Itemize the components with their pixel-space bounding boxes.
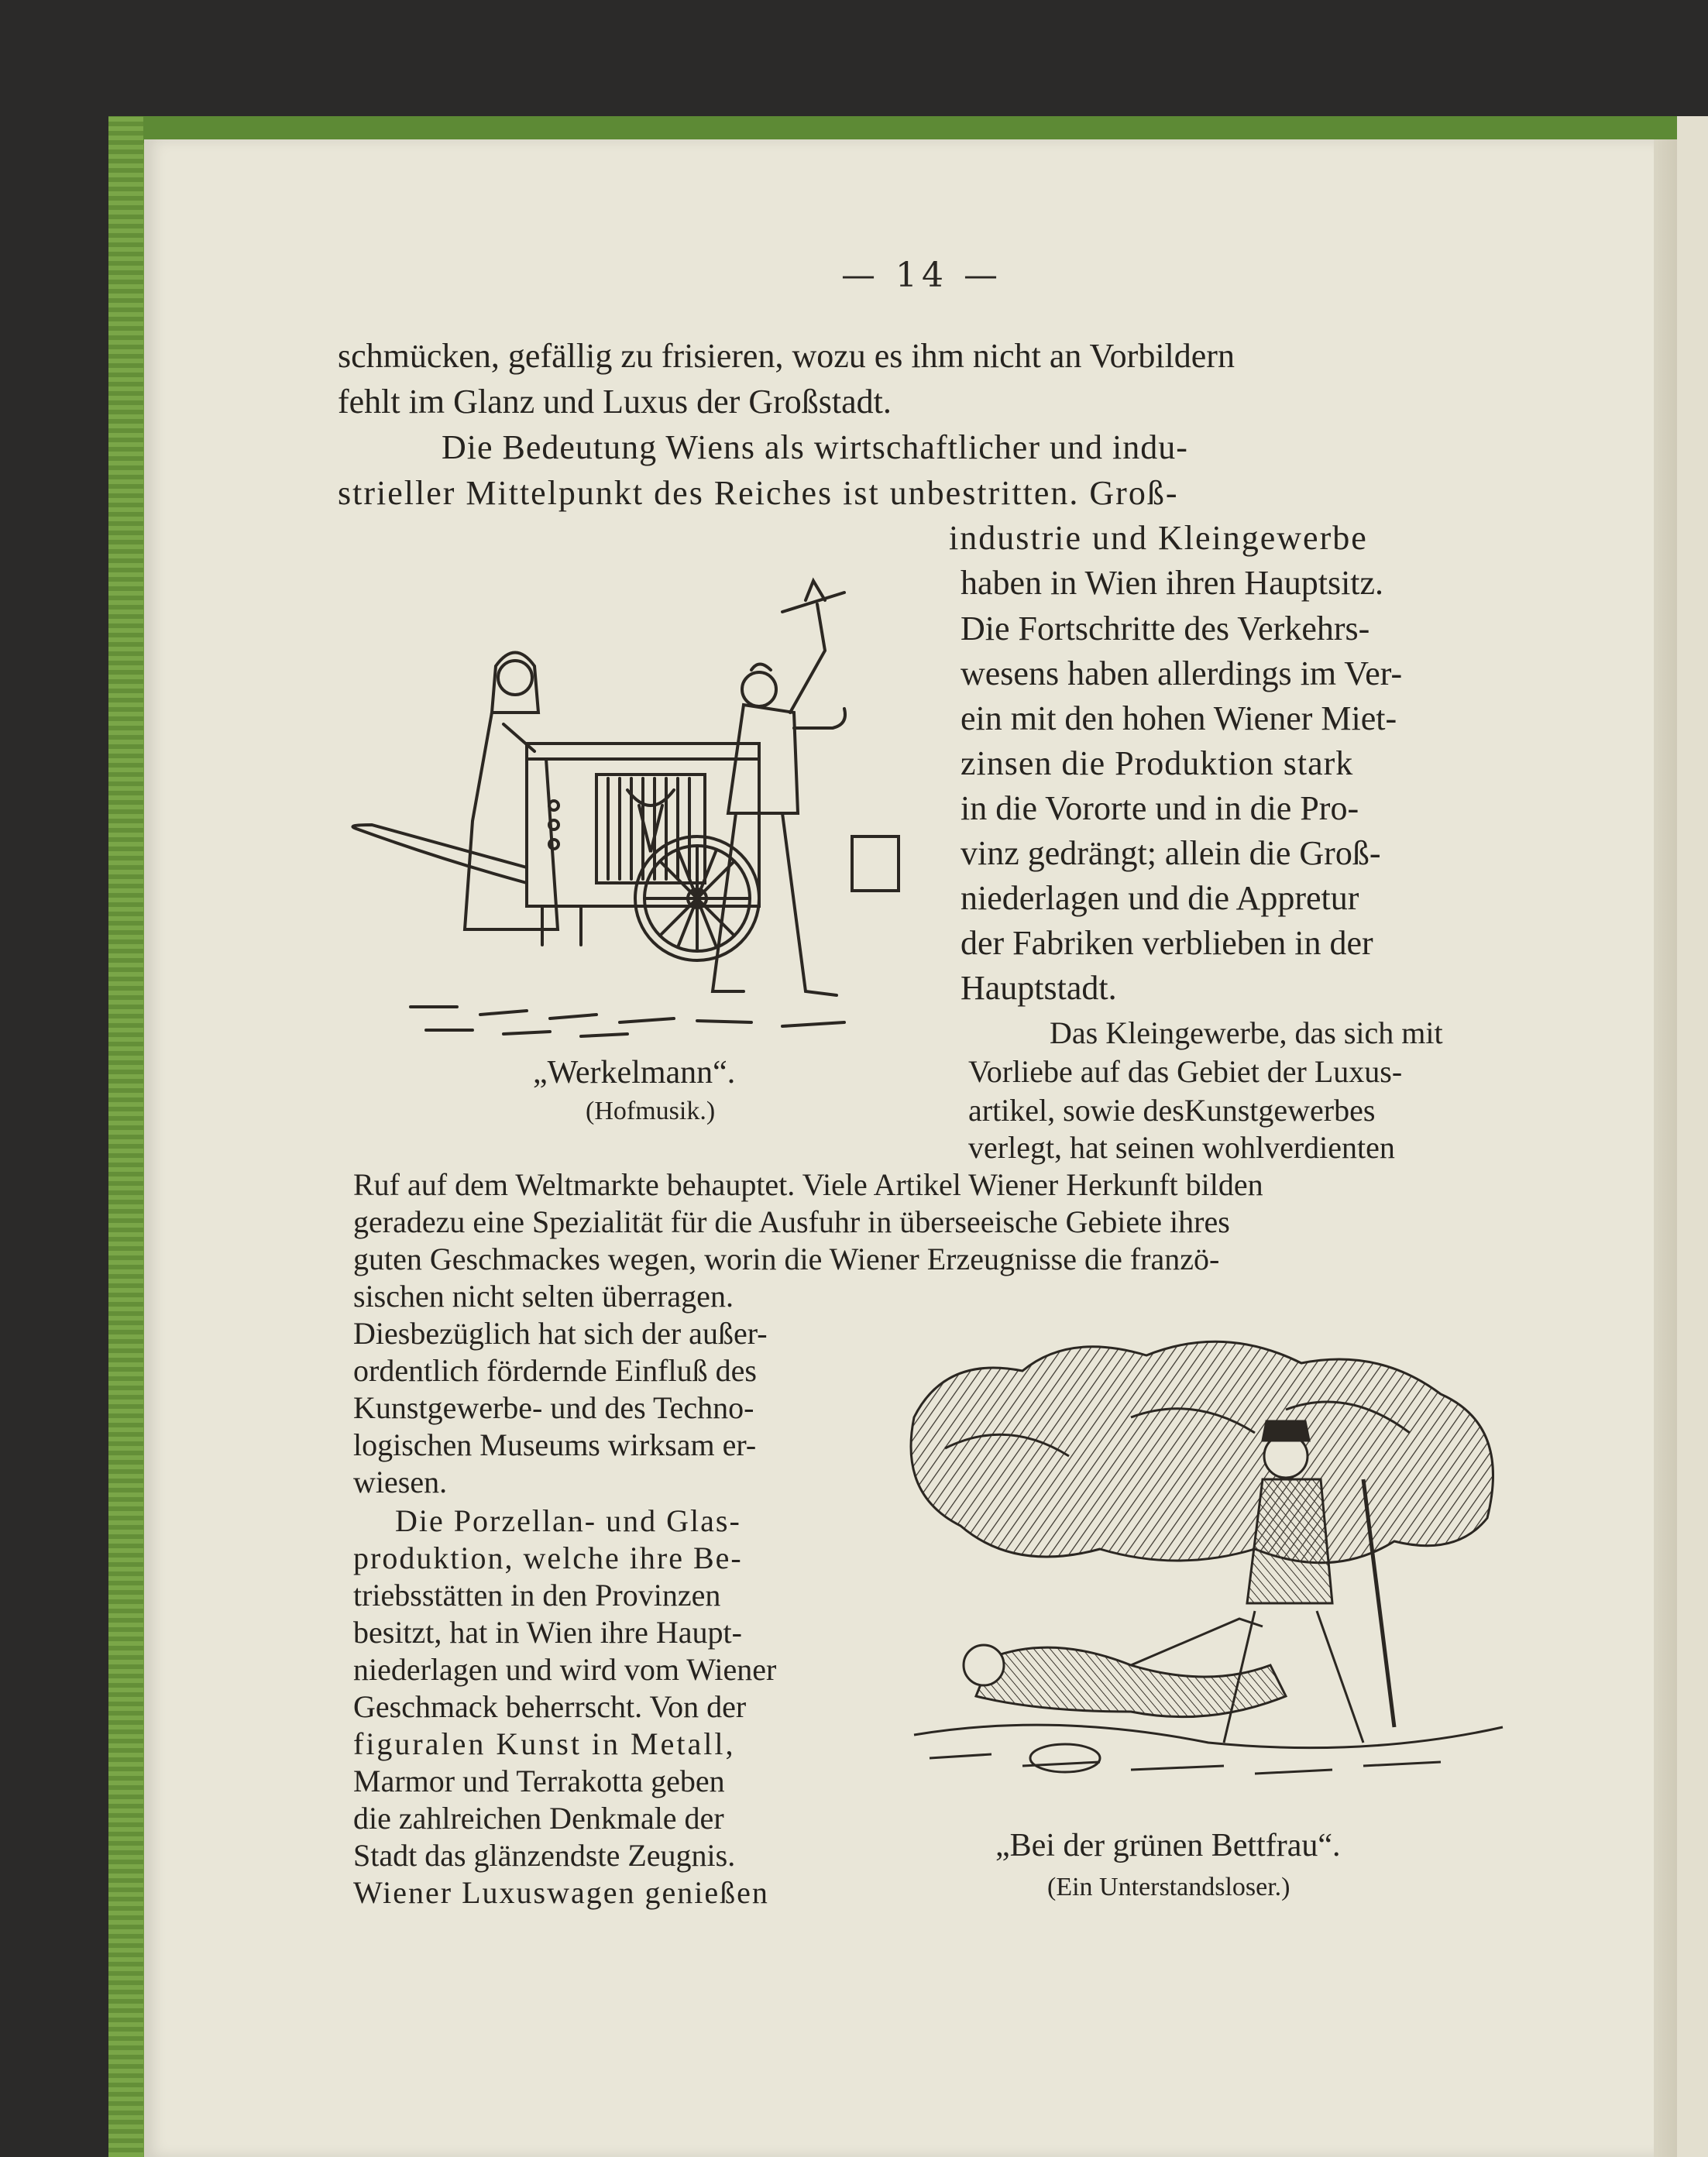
text-line: in die Vororte und in die Pro-: [961, 789, 1359, 827]
figure2-subcaption: (Ein Unterstandsloser.): [1047, 1873, 1290, 1901]
text-line: niederlagen und wird vom Wiener: [353, 1652, 777, 1687]
text-line: wiesen.: [353, 1465, 448, 1499]
page-number: — 14 —: [841, 256, 1002, 295]
text-line: Hauptstadt.: [961, 969, 1117, 1007]
text-line: Stadt das glänzendste Zeugnis.: [353, 1838, 736, 1873]
text-line: Diesbezüglich hat sich der außer-: [353, 1316, 768, 1351]
text-line: verlegt, hat seinen wohlverdienten: [968, 1130, 1395, 1165]
text-line: haben in Wien ihren Hauptsitz.: [961, 564, 1384, 602]
text-line: die zahlreichen Denkmale der: [353, 1801, 724, 1836]
text-line: guten Geschmackes wegen, worin die Wiener Erzeugnisse die franzö-: [353, 1242, 1220, 1276]
text-line: Kunstgewerbe- und des Techno-: [353, 1390, 754, 1425]
barrel-organ-illustration: [349, 558, 930, 1038]
text-line: geradezu eine Spezialität für die Ausfuhr in überseeische Gebiete ihres: [353, 1204, 1230, 1239]
text-line: schmücken, gefällig zu frisieren, wozu es ihm nicht an Vorbildern: [338, 337, 1235, 375]
sleeping-vagrant-illustration: [899, 1324, 1518, 1805]
text-line: ordentlich fördernde Einfluß des: [353, 1353, 757, 1388]
figure1-subcaption: (Hofmusik.): [586, 1097, 716, 1125]
text-line: produktion, welche ihre Be-: [353, 1540, 743, 1575]
text-line: Die Fortschritte des Verkehrs-: [961, 610, 1370, 647]
text-line: niederlagen und die Appretur: [961, 879, 1359, 917]
text-line: industrie und Kleingewerbe: [949, 519, 1368, 557]
text-line: Geschmack beherrscht. Von der: [353, 1689, 747, 1724]
page-gutter: [1654, 139, 1677, 2157]
text-line: figuralen Kunst in Metall,: [353, 1726, 736, 1761]
text-line: der Fabriken verblieben in der: [961, 924, 1373, 962]
text-line: wesens haben allerdings im Ver-: [961, 654, 1403, 692]
text-line: strieller Mittelpunkt des Reiches ist unbestritten. Groß-: [338, 474, 1179, 512]
next-page-edge: [1677, 116, 1708, 2157]
text-line: besitzt, hat in Wien ihre Haupt-: [353, 1615, 742, 1650]
text-line: Wiener Luxuswagen genießen: [353, 1875, 769, 1910]
text-line: logischen Museums wirksam er-: [353, 1427, 757, 1462]
text-line: Die Porzellan- und Glas-: [395, 1503, 741, 1538]
text-line: Das Kleingewerbe, das sich mit: [1050, 1015, 1443, 1050]
text-line: Die Bedeutung Wiens als wirtschaftlicher und indu-: [442, 428, 1188, 466]
text-line: sischen nicht selten überragen.: [353, 1279, 734, 1314]
text-line: Vorliebe auf das Gebiet der Luxus-: [968, 1054, 1403, 1089]
text-line: ein mit den hohen Wiener Miet-: [961, 699, 1397, 737]
text-line: Ruf auf dem Weltmarkte behauptet. Viele Artikel Wiener Herkunft bilden: [353, 1167, 1263, 1202]
text-line: Marmor und Terrakotta geben: [353, 1764, 725, 1798]
book-spine: [108, 116, 143, 2157]
figure2-caption: „Bei der grünen Bettfrau“.: [995, 1828, 1341, 1863]
text-line: vinz gedrängt; allein die Groß-: [961, 834, 1381, 872]
text-line: zinsen die Produktion stark: [961, 744, 1354, 782]
text-line: fehlt im Glanz und Luxus der Großstadt.: [338, 383, 892, 421]
text-line: triebsstätten in den Provinzen: [353, 1578, 721, 1613]
figure1-caption: „Werkelmann“.: [533, 1055, 736, 1091]
text-line: artikel, sowie desKunstgewerbes: [968, 1093, 1376, 1128]
